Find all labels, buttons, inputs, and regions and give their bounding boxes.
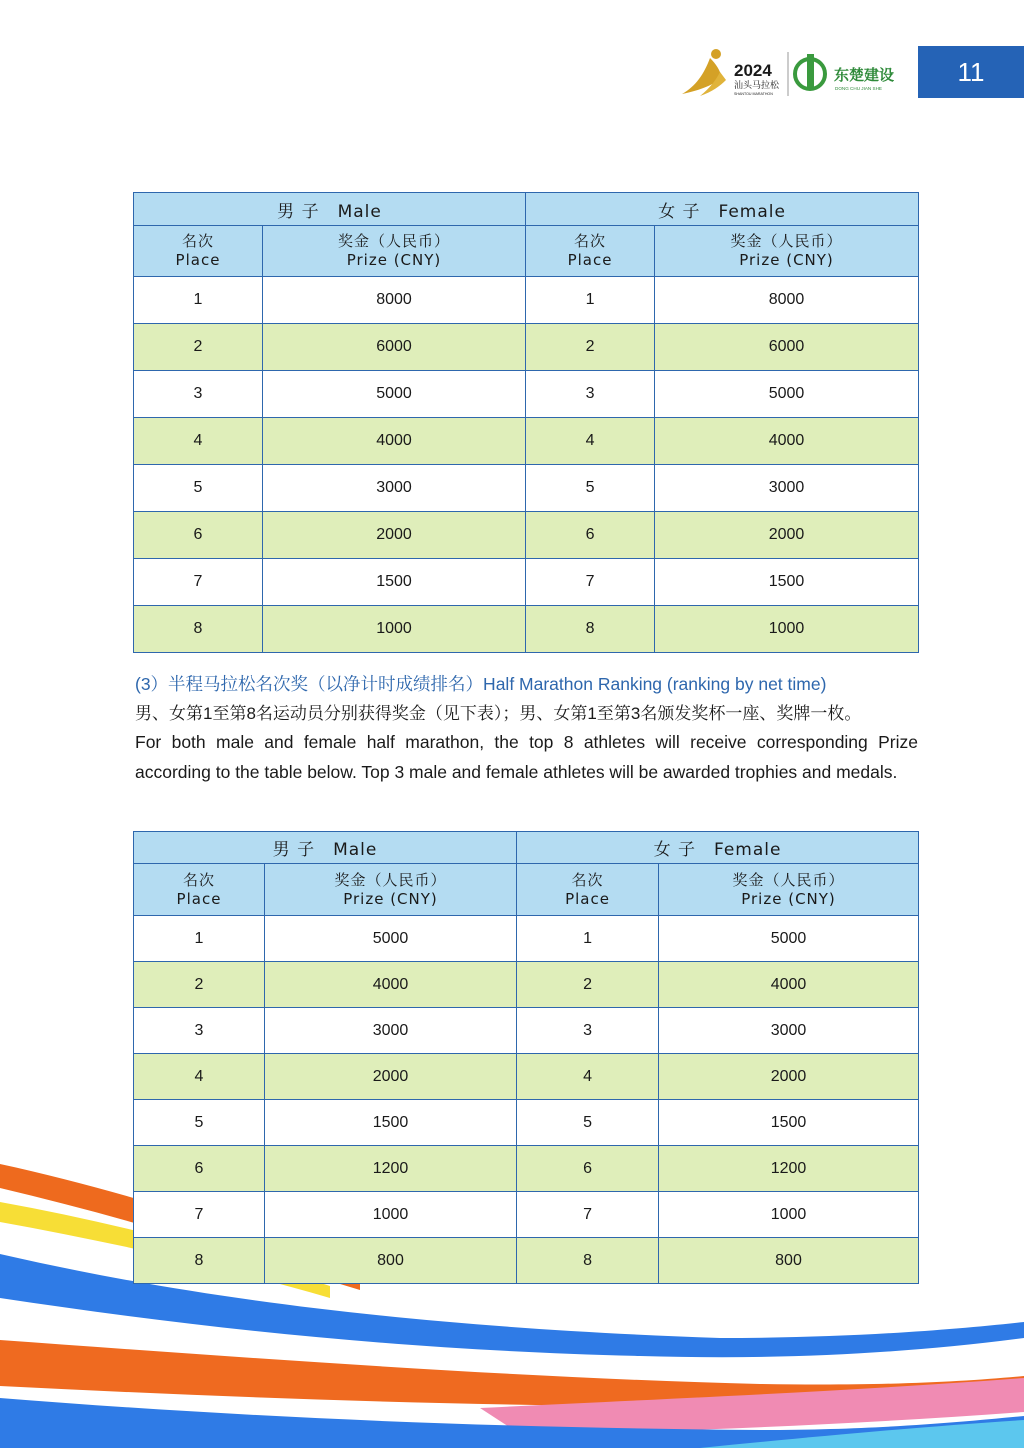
place-zh: 名次: [571, 870, 604, 889]
female-place-cell: 8: [517, 1238, 659, 1284]
prize-en: Prize (CNY): [741, 889, 836, 908]
page-number-tab: [918, 46, 1024, 98]
female-place-cell: 8: [526, 606, 655, 653]
male-place-header: [134, 226, 263, 277]
sponsor-logo: [795, 54, 894, 91]
male-prize-cell: 1000: [265, 1192, 517, 1238]
male-place-cell: 8: [134, 606, 263, 653]
table-row: [134, 1008, 919, 1054]
female-place-cell: 6: [517, 1146, 659, 1192]
male-prize-cell: 8000: [263, 277, 526, 324]
female-prize-cell: 2000: [655, 512, 919, 559]
female-prize-cell: 8000: [655, 277, 919, 324]
table-row: [134, 324, 919, 371]
female-place-cell: 3: [517, 1008, 659, 1054]
marathon-logo: [682, 49, 780, 96]
female-place-cell: 5: [517, 1100, 659, 1146]
female-prize-cell: 1500: [659, 1100, 919, 1146]
sponsor-name-zh: 东楚建设: [834, 66, 895, 84]
male-place-cell: 4: [134, 418, 263, 465]
female-place-cell: 3: [526, 371, 655, 418]
male-header-text: 男 子 Male: [277, 201, 382, 222]
table-row: [134, 1100, 919, 1146]
female-prize-cell: 4000: [659, 962, 919, 1008]
male-prize-cell: 6000: [263, 324, 526, 371]
male-prize-cell: 5000: [263, 371, 526, 418]
table-row: [134, 916, 919, 962]
table-row: [134, 606, 919, 653]
female-place-cell: 5: [526, 465, 655, 512]
table-row: [134, 1054, 919, 1100]
table-row: [134, 1192, 919, 1238]
page-number: 11: [957, 56, 985, 87]
female-place-header: [526, 226, 655, 277]
female-prize-cell: 6000: [655, 324, 919, 371]
logo-year: 2024: [734, 61, 772, 80]
female-place-cell: 2: [526, 324, 655, 371]
female-prize-cell: 5000: [655, 371, 919, 418]
male-prize-cell: 1000: [263, 606, 526, 653]
male-place-cell: 8: [134, 1238, 265, 1284]
logo-event-en: SHANTOU MARATHON: [734, 92, 773, 96]
male-prize-cell: 4000: [265, 962, 517, 1008]
prize-en: Prize (CNY): [739, 251, 834, 269]
prize-en: Prize (CNY): [343, 889, 438, 908]
male-place-cell: 4: [134, 1054, 265, 1100]
prize-zh: 奖金（人民币）: [732, 870, 845, 889]
female-prize-cell: 1000: [655, 606, 919, 653]
prize-zh: 奖金（人民币）: [730, 232, 843, 250]
female-place-cell: 7: [517, 1192, 659, 1238]
table-row: [134, 962, 919, 1008]
female-place-cell: 4: [517, 1054, 659, 1100]
place-en: Place: [176, 889, 222, 908]
female-header-text: 女 子 Female: [658, 201, 786, 222]
female-prize-header: [655, 226, 919, 277]
section-heading: (3）半程马拉松名次奖（以净计时成绩排名）Half Marathon Ranking (ranking by net time): [135, 674, 827, 694]
female-group-header: [526, 193, 919, 226]
prize-zh: 奖金（人民币）: [338, 232, 451, 250]
female-place-cell: 4: [526, 418, 655, 465]
place-en: Place: [175, 251, 221, 269]
male-place-cell: 5: [134, 1100, 265, 1146]
male-prize-cell: 4000: [263, 418, 526, 465]
female-prize-cell: 800: [659, 1238, 919, 1284]
place-zh: 名次: [182, 870, 215, 889]
male-place-header: [134, 864, 265, 916]
male-place-cell: 1: [134, 277, 263, 324]
male-place-cell: 6: [134, 512, 263, 559]
male-place-cell: 3: [134, 1008, 265, 1054]
table-row: [134, 512, 919, 559]
section-text-zh: 男、女第1至第8名运动员分别获得奖金（见下表）；男、女第1至第3名颁发奖杯一座、奖牌一枚。: [135, 704, 862, 723]
male-place-cell: 6: [134, 1146, 265, 1192]
male-prize-header: [265, 864, 517, 916]
female-prize-header: [659, 864, 919, 916]
table-row: [134, 418, 919, 465]
female-prize-cell: 1000: [659, 1192, 919, 1238]
male-prize-cell: 5000: [265, 916, 517, 962]
male-group-header: [134, 193, 526, 226]
header-logos: [676, 44, 916, 104]
prize-zh: 奖金（人民币）: [334, 870, 447, 889]
place-zh: 名次: [181, 232, 214, 250]
full-marathon-prize-table: [133, 192, 919, 653]
male-prize-cell: 800: [265, 1238, 517, 1284]
female-prize-cell: 1500: [655, 559, 919, 606]
female-prize-cell: 2000: [659, 1054, 919, 1100]
male-group-header: [134, 832, 517, 864]
male-prize-cell: 3000: [263, 465, 526, 512]
male-prize-cell: 1500: [263, 559, 526, 606]
male-prize-cell: 2000: [265, 1054, 517, 1100]
female-prize-cell: 5000: [659, 916, 919, 962]
male-header-text: 男 子 Male: [272, 840, 378, 860]
table-row: [134, 277, 919, 324]
table-row: [134, 371, 919, 418]
male-place-cell: 1: [134, 916, 265, 962]
female-place-cell: 1: [517, 916, 659, 962]
male-prize-header: [263, 226, 526, 277]
place-zh: 名次: [574, 232, 607, 250]
female-place-cell: 1: [526, 277, 655, 324]
table-row: [134, 1146, 919, 1192]
table-row: [134, 1238, 919, 1284]
female-prize-cell: 3000: [655, 465, 919, 512]
place-en: Place: [565, 889, 610, 908]
logo-event-zh: 汕头马拉松: [734, 81, 780, 91]
section-text-en: For both male and female half marathon, the top 8 athletes will receive corresponding Prize according to the table below. Top 3 male and female athletes will be awarded trophies and medals.: [135, 732, 918, 782]
male-prize-cell: 1500: [265, 1100, 517, 1146]
male-prize-cell: 1200: [265, 1146, 517, 1192]
place-en: Place: [567, 251, 613, 269]
table-row: [134, 559, 919, 606]
table-row: [134, 465, 919, 512]
female-prize-cell: 3000: [659, 1008, 919, 1054]
half-marathon-prize-table: [133, 831, 919, 1284]
male-place-cell: 7: [134, 1192, 265, 1238]
male-place-cell: 5: [134, 465, 263, 512]
female-place-cell: 7: [526, 559, 655, 606]
male-place-cell: 3: [134, 371, 263, 418]
female-prize-cell: 4000: [655, 418, 919, 465]
female-prize-cell: 1200: [659, 1146, 919, 1192]
sponsor-name-en: DONG CHU JIAN SHE: [835, 86, 882, 91]
prize-en: Prize (CNY): [346, 251, 442, 269]
half-marathon-section: [135, 670, 918, 787]
male-place-cell: 7: [134, 559, 263, 606]
female-place-cell: 6: [526, 512, 655, 559]
female-place-cell: 2: [517, 962, 659, 1008]
female-place-header: [517, 864, 659, 916]
female-group-header: [517, 832, 919, 864]
male-place-cell: 2: [134, 324, 263, 371]
male-prize-cell: 3000: [265, 1008, 517, 1054]
female-header-text: 女 子 Female: [653, 840, 782, 860]
male-place-cell: 2: [134, 962, 265, 1008]
male-prize-cell: 2000: [263, 512, 526, 559]
